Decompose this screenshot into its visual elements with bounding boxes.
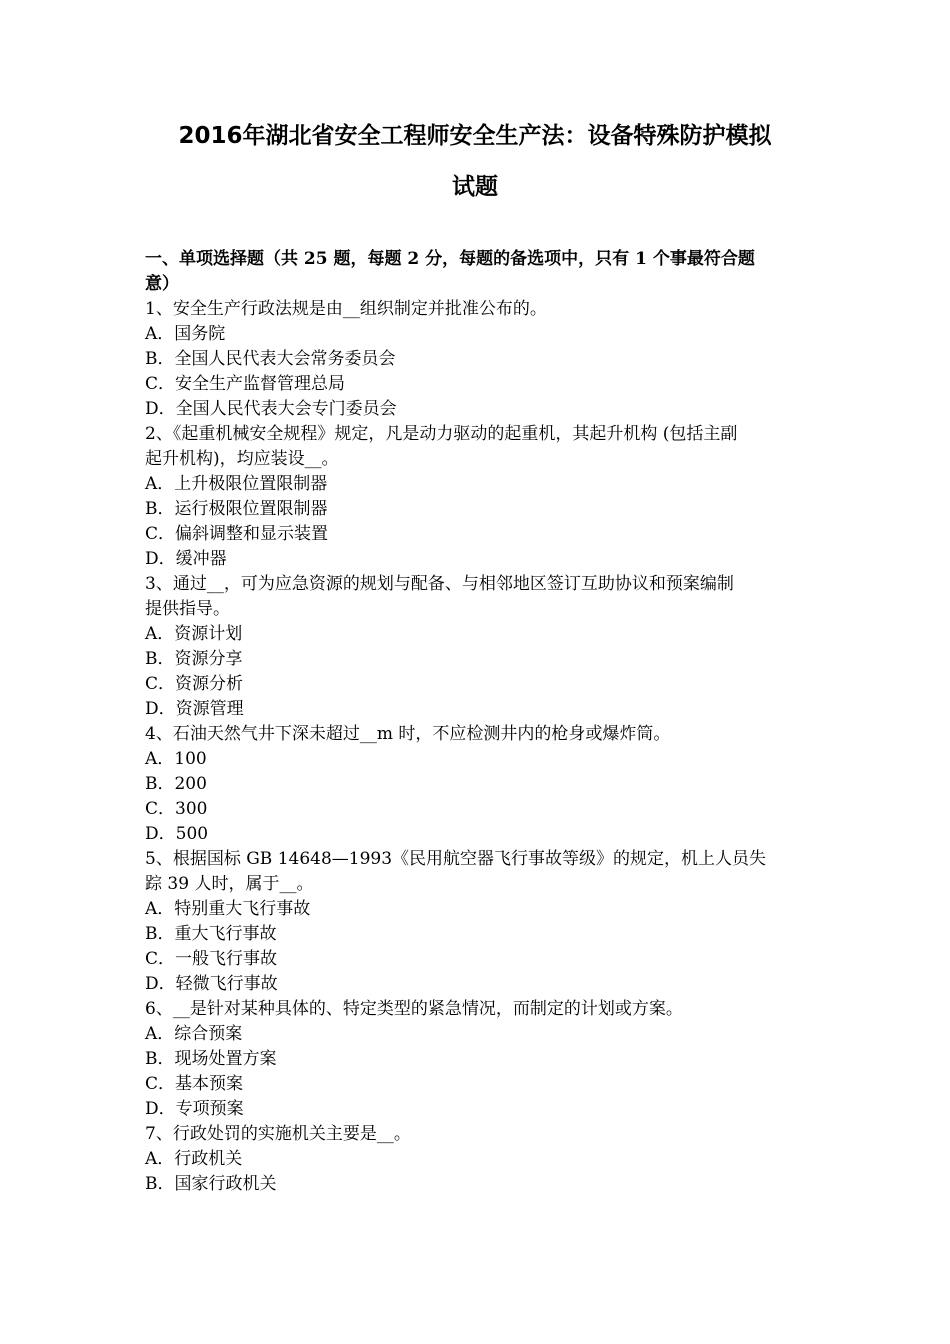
section-heading-line-2: 意） <box>145 274 179 294</box>
option-c: C．一般飞行事故 <box>145 949 278 969</box>
option-d: D．500 <box>145 824 209 844</box>
question-stem: 5、根据国标 GB 14648—1993《民用航空器飞行事故等级》的规定，机上人员失 <box>145 849 767 869</box>
option-a: A．100 <box>145 749 207 769</box>
option-a: A．综合预案 <box>145 1024 243 1044</box>
document-body <box>145 247 810 1197</box>
option-b: B．现场处置方案 <box>145 1049 277 1069</box>
question-1 <box>145 297 810 422</box>
option-d: D．资源管理 <box>145 699 244 719</box>
question-stem: 4、石油天然气井下深未超过__m 时，不应检测井内的枪身或爆炸筒。 <box>145 724 671 744</box>
document-title-line-2: 试题 <box>452 174 498 200</box>
option-b: B．全国人民代表大会常务委员会 <box>145 349 396 369</box>
option-c: C．基本预案 <box>145 1074 244 1094</box>
option-c: C．资源分析 <box>145 674 244 694</box>
question-stem: 2、《起重机械安全规程》规定，凡是动力驱动的起重机，其起升机构 (包括主副 <box>145 424 738 444</box>
option-b: B．200 <box>145 774 207 794</box>
option-b: B．资源分享 <box>145 649 243 669</box>
option-c: C．300 <box>145 799 208 819</box>
option-a: A．上升极限位置限制器 <box>145 474 328 494</box>
question-stem-continued: 踪 39 人时，属于__。 <box>145 874 314 894</box>
question-stem-continued: 提供指导。 <box>145 599 230 619</box>
question-7 <box>145 1122 810 1197</box>
option-b: B．国家行政机关 <box>145 1174 277 1194</box>
option-a: A．资源计划 <box>145 624 243 644</box>
question-stem: 7、行政处罚的实施机关主要是__。 <box>145 1124 411 1144</box>
option-c: C．安全生产监督管理总局 <box>145 374 346 394</box>
option-b: B．重大飞行事故 <box>145 924 277 944</box>
question-stem: 3、通过__，可为应急资源的规划与配备、与相邻地区签订互助协议和预案编制 <box>145 574 734 594</box>
question-stem: 1、安全生产行政法规是由__组织制定并批准公布的。 <box>145 299 547 319</box>
document-title-line-1: 2016年湖北省安全工程师安全生产法：设备特殊防护模拟 <box>178 123 772 149</box>
question-5 <box>145 847 810 997</box>
option-d: D．全国人民代表大会专门委员会 <box>145 399 397 419</box>
option-d: D．轻微飞行事故 <box>145 974 278 994</box>
question-2 <box>145 422 810 572</box>
option-a: A．特别重大飞行事故 <box>145 899 311 919</box>
option-d: D．专项预案 <box>145 1099 244 1119</box>
option-a: A．国务院 <box>145 324 226 344</box>
option-c: C．偏斜调整和显示装置 <box>145 524 329 544</box>
question-6 <box>145 997 810 1122</box>
option-a: A．行政机关 <box>145 1149 243 1169</box>
question-3 <box>145 572 810 722</box>
option-d: D．缓冲器 <box>145 549 227 569</box>
option-b: B．运行极限位置限制器 <box>145 499 328 519</box>
question-4 <box>145 722 810 847</box>
question-stem: 6、__是针对某种具体的、特定类型的紧急情况，而制定的计划或方案。 <box>145 999 683 1019</box>
section-heading-line-1: 一、单项选择题（共 25 题，每题 2 分，每题的备选项中，只有 1 个事最符合题 <box>145 249 755 269</box>
question-stem-continued: 起升机构)，均应装设__。 <box>145 449 339 469</box>
